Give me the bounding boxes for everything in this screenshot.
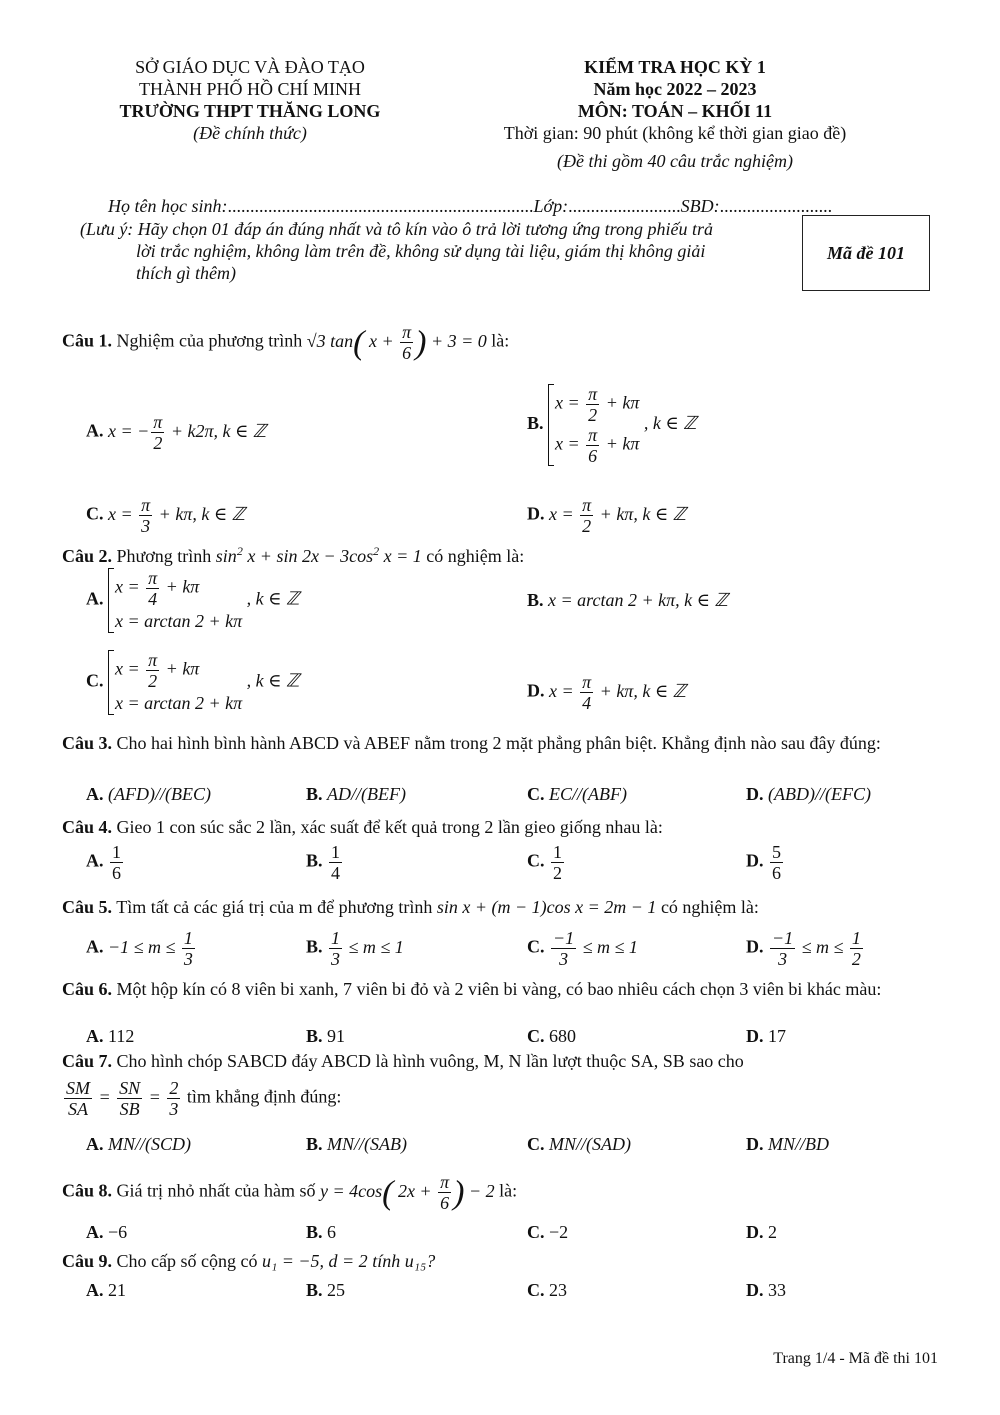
q9-option-b[interactable]: B. 25: [306, 1280, 346, 1300]
q8-option-b[interactable]: B. 6: [306, 1222, 337, 1242]
school-name: TRƯỜNG THPT THĂNG LONG: [119, 101, 381, 121]
class-dots: .........................: [568, 196, 681, 216]
q4-option-a[interactable]: A. $\frac{1}{6}$: [86, 842, 121, 883]
name-dots: ....................................................................: [227, 196, 534, 216]
q2-option-a[interactable]: A. x = $\frac{\pi}{4}$ + kπ x = arctan 2 + kπ , k ∈ ℤ: [86, 568, 300, 631]
class-label: Lớp:: [533, 196, 569, 216]
q4-option-c[interactable]: C. $\frac{1}{2}$: [527, 842, 562, 883]
q5-after: có nghiệm là:: [660, 897, 759, 917]
q9-text: Cho cấp số cộng có: [116, 1251, 258, 1271]
q6-option-a[interactable]: A. 112: [86, 1026, 135, 1046]
school-year: Năm học 2022 – 2023: [593, 79, 757, 99]
q6-option-b[interactable]: B. 91: [306, 1026, 346, 1046]
question-3: [62, 732, 942, 755]
instruction-note: [80, 218, 795, 284]
note-line-3: thích gì thêm): [136, 263, 236, 283]
q2-equation: $\sin^2 x + \sin 2x - 3\cos^2$ x = 1: [215, 544, 422, 566]
q5-option-b[interactable]: B. $\frac{1}{3}$ ≤ m ≤ 1: [306, 928, 404, 969]
q7-option-d[interactable]: D. MN//BD: [746, 1134, 829, 1154]
question-count: (Đề thi gồm 40 câu trắc nghiệm): [557, 151, 793, 171]
q7-after: tìm khẳng định đúng:: [186, 1086, 342, 1107]
q1-text: Nghiệm của phương trình: [116, 330, 303, 351]
department-name: SỞ GIÁO DỤC VÀ ĐÀO TẠO: [135, 57, 365, 77]
question-5: [62, 896, 942, 919]
q6-label: Câu 6.: [62, 979, 113, 999]
exam-title: KIỂM TRA HỌC KỲ 1: [584, 57, 766, 77]
q5-equation: sin x + (m − 1)cos x = 2m − 1: [436, 897, 657, 917]
q7-option-c[interactable]: C. MN//(SAD): [527, 1134, 631, 1154]
q1-equation: √3 tan( x + $\frac{\pi}{6}$ ) + 3 = 0: [306, 322, 487, 363]
q4-option-d[interactable]: D. $\frac{5}{6}$: [746, 842, 781, 883]
q2-option-d[interactable]: D. x = $\frac{\pi}{4}$ + kπ, k ∈ ℤ: [527, 672, 687, 713]
q3-option-c[interactable]: C. EC//(ABF): [527, 784, 627, 804]
q8-text: Giá trị nhỏ nhất của hàm số: [116, 1180, 316, 1201]
exam-code-box: [802, 215, 930, 291]
q2-text: Phương trình: [116, 546, 212, 566]
q8-option-a[interactable]: A. −6: [86, 1222, 128, 1242]
q4-text: Gieo 1 con súc sắc 2 lần, xác suất để kết quả trong 2 lần gieo giống nhau là:: [116, 817, 663, 837]
q4-option-b[interactable]: B. $\frac{1}{4}$: [306, 842, 341, 883]
q9-option-d[interactable]: D. 33: [746, 1280, 786, 1300]
q1-after: là:: [491, 330, 510, 351]
question-6: [62, 978, 942, 1001]
official-label: (Đề chính thức): [193, 123, 307, 143]
q4-label: Câu 4.: [62, 817, 113, 837]
question-4: [62, 816, 942, 839]
q9-option-c[interactable]: C. 23: [527, 1280, 567, 1300]
q9-condition: u₁ = −5, d = 2: [261, 1251, 368, 1271]
header-right: [470, 56, 880, 172]
question-7: [62, 1050, 942, 1073]
q1-option-b[interactable]: B. x = $\frac{\pi}{2}$ + kπ x = $\frac{\pi}{6}$ + kπ , k ∈ ℤ: [527, 384, 697, 466]
q3-option-b[interactable]: B. AD//(BEF): [306, 784, 406, 804]
q8-after: là:: [499, 1180, 518, 1201]
student-info-line: [108, 196, 832, 217]
q5-option-d[interactable]: D. $\frac{-1}{3}$ ≤ m ≤ $\frac{1}{2}$: [746, 928, 861, 969]
note-line-2: lời trắc nghiệm, không làm trên đề, không sử dụng tài liệu, giám thị không giải: [136, 241, 706, 261]
q7-option-a[interactable]: A. MN//(SCD): [86, 1134, 191, 1154]
q6-option-c[interactable]: C. 680: [527, 1026, 576, 1046]
note-line-1: (Lưu ý: Hãy chọn 01 đáp án đúng nhất và tô kín vào ô trả lời tương ứng trong phiếu trả: [80, 219, 713, 239]
q5-label: Câu 5.: [62, 897, 113, 917]
q2-option-b[interactable]: B. x = arctan 2 + kπ, k ∈ ℤ: [527, 590, 728, 610]
q8-option-c[interactable]: C. −2: [527, 1222, 569, 1242]
q8-label: Câu 8.: [62, 1180, 113, 1201]
q6-text: Một hộp kín có 8 viên bi xanh, 7 viên bi đỏ và 2 viên bi vàng, có bao nhiêu cách chọn 3 viên bi khác màu:: [116, 979, 882, 999]
q1-label: Câu 1.: [62, 330, 113, 351]
q7-label: Câu 7.: [62, 1051, 113, 1071]
q2-label: Câu 2.: [62, 546, 113, 566]
header-left: [100, 56, 400, 144]
q5-text: Tìm tất cả các giá trị của m để phương trình: [116, 897, 433, 917]
q9-label: Câu 9.: [62, 1251, 113, 1271]
sbd-label: SBD:: [680, 196, 720, 216]
q1-option-a[interactable]: A. x = − $\frac{\pi}{2}$ + k2π, k ∈ ℤ: [86, 412, 267, 453]
name-label: Họ tên học sinh:: [108, 196, 228, 216]
q9-option-a[interactable]: A. 21: [86, 1280, 126, 1300]
page-footer: Trang 1/4 - Mã đề thi 101: [773, 1350, 938, 1367]
city-name: THÀNH PHỐ HỒ CHÍ MINH: [139, 79, 361, 99]
q8-function: y = 4cos( 2x + $\frac{\pi}{6}$ ) − 2: [319, 1172, 495, 1213]
question-9: [62, 1250, 942, 1273]
q5-option-c[interactable]: C. $\frac{-1}{3}$ ≤ m ≤ 1: [527, 928, 638, 969]
exam-code: Mã đề 101: [827, 242, 905, 263]
q2-after: có nghiệm là:: [426, 546, 525, 566]
q7-option-b[interactable]: B. MN//(SAB): [306, 1134, 407, 1154]
q3-label: Câu 3.: [62, 733, 113, 753]
question-8: [62, 1172, 942, 1213]
q2-option-c[interactable]: C. x = $\frac{\pi}{2}$ + kπ x = arctan 2 + kπ , k ∈ ℤ: [86, 650, 300, 713]
q1-option-d[interactable]: D. x = $\frac{\pi}{2}$ + kπ, k ∈ ℤ: [527, 495, 687, 536]
q5-option-a[interactable]: A. −1 ≤ m ≤ $\frac{1}{3}$: [86, 928, 193, 969]
q6-option-d[interactable]: D. 17: [746, 1026, 786, 1046]
question-1: [62, 322, 942, 363]
q7-text: Cho hình chóp SABCD đáy ABCD là hình vuông, M, N lần lượt thuộc SA, SB sao cho: [116, 1051, 744, 1071]
sbd-dots: .........................: [719, 196, 833, 216]
question-2: [62, 540, 942, 568]
q9-ask: tính u₁₅?: [372, 1251, 436, 1271]
q3-text: Cho hai hình bình hành ABCD và ABEF nằm trong 2 mặt phẳng phân biệt. Khẳng định nào sau đây đúng:: [116, 733, 881, 753]
q3-option-d[interactable]: D. (ABD)//(EFC): [746, 784, 871, 804]
q1-option-c[interactable]: C. x = $\frac{\pi}{3}$ + kπ, k ∈ ℤ: [86, 495, 246, 536]
duration: Thời gian: 90 phút (không kể thời gian giao đề): [503, 123, 847, 143]
subject: MÔN: TOÁN – KHỐI 11: [577, 101, 773, 121]
q3-option-a[interactable]: A. (AFD)//(BEC): [86, 784, 211, 804]
q7-ratio: $\frac{SM}{SA}$ = $\frac{SN}{SB}$ = $\frac{2}{3}$ tìm khẳng định đúng:: [66, 1078, 342, 1119]
q8-option-d[interactable]: D. 2: [746, 1222, 777, 1242]
